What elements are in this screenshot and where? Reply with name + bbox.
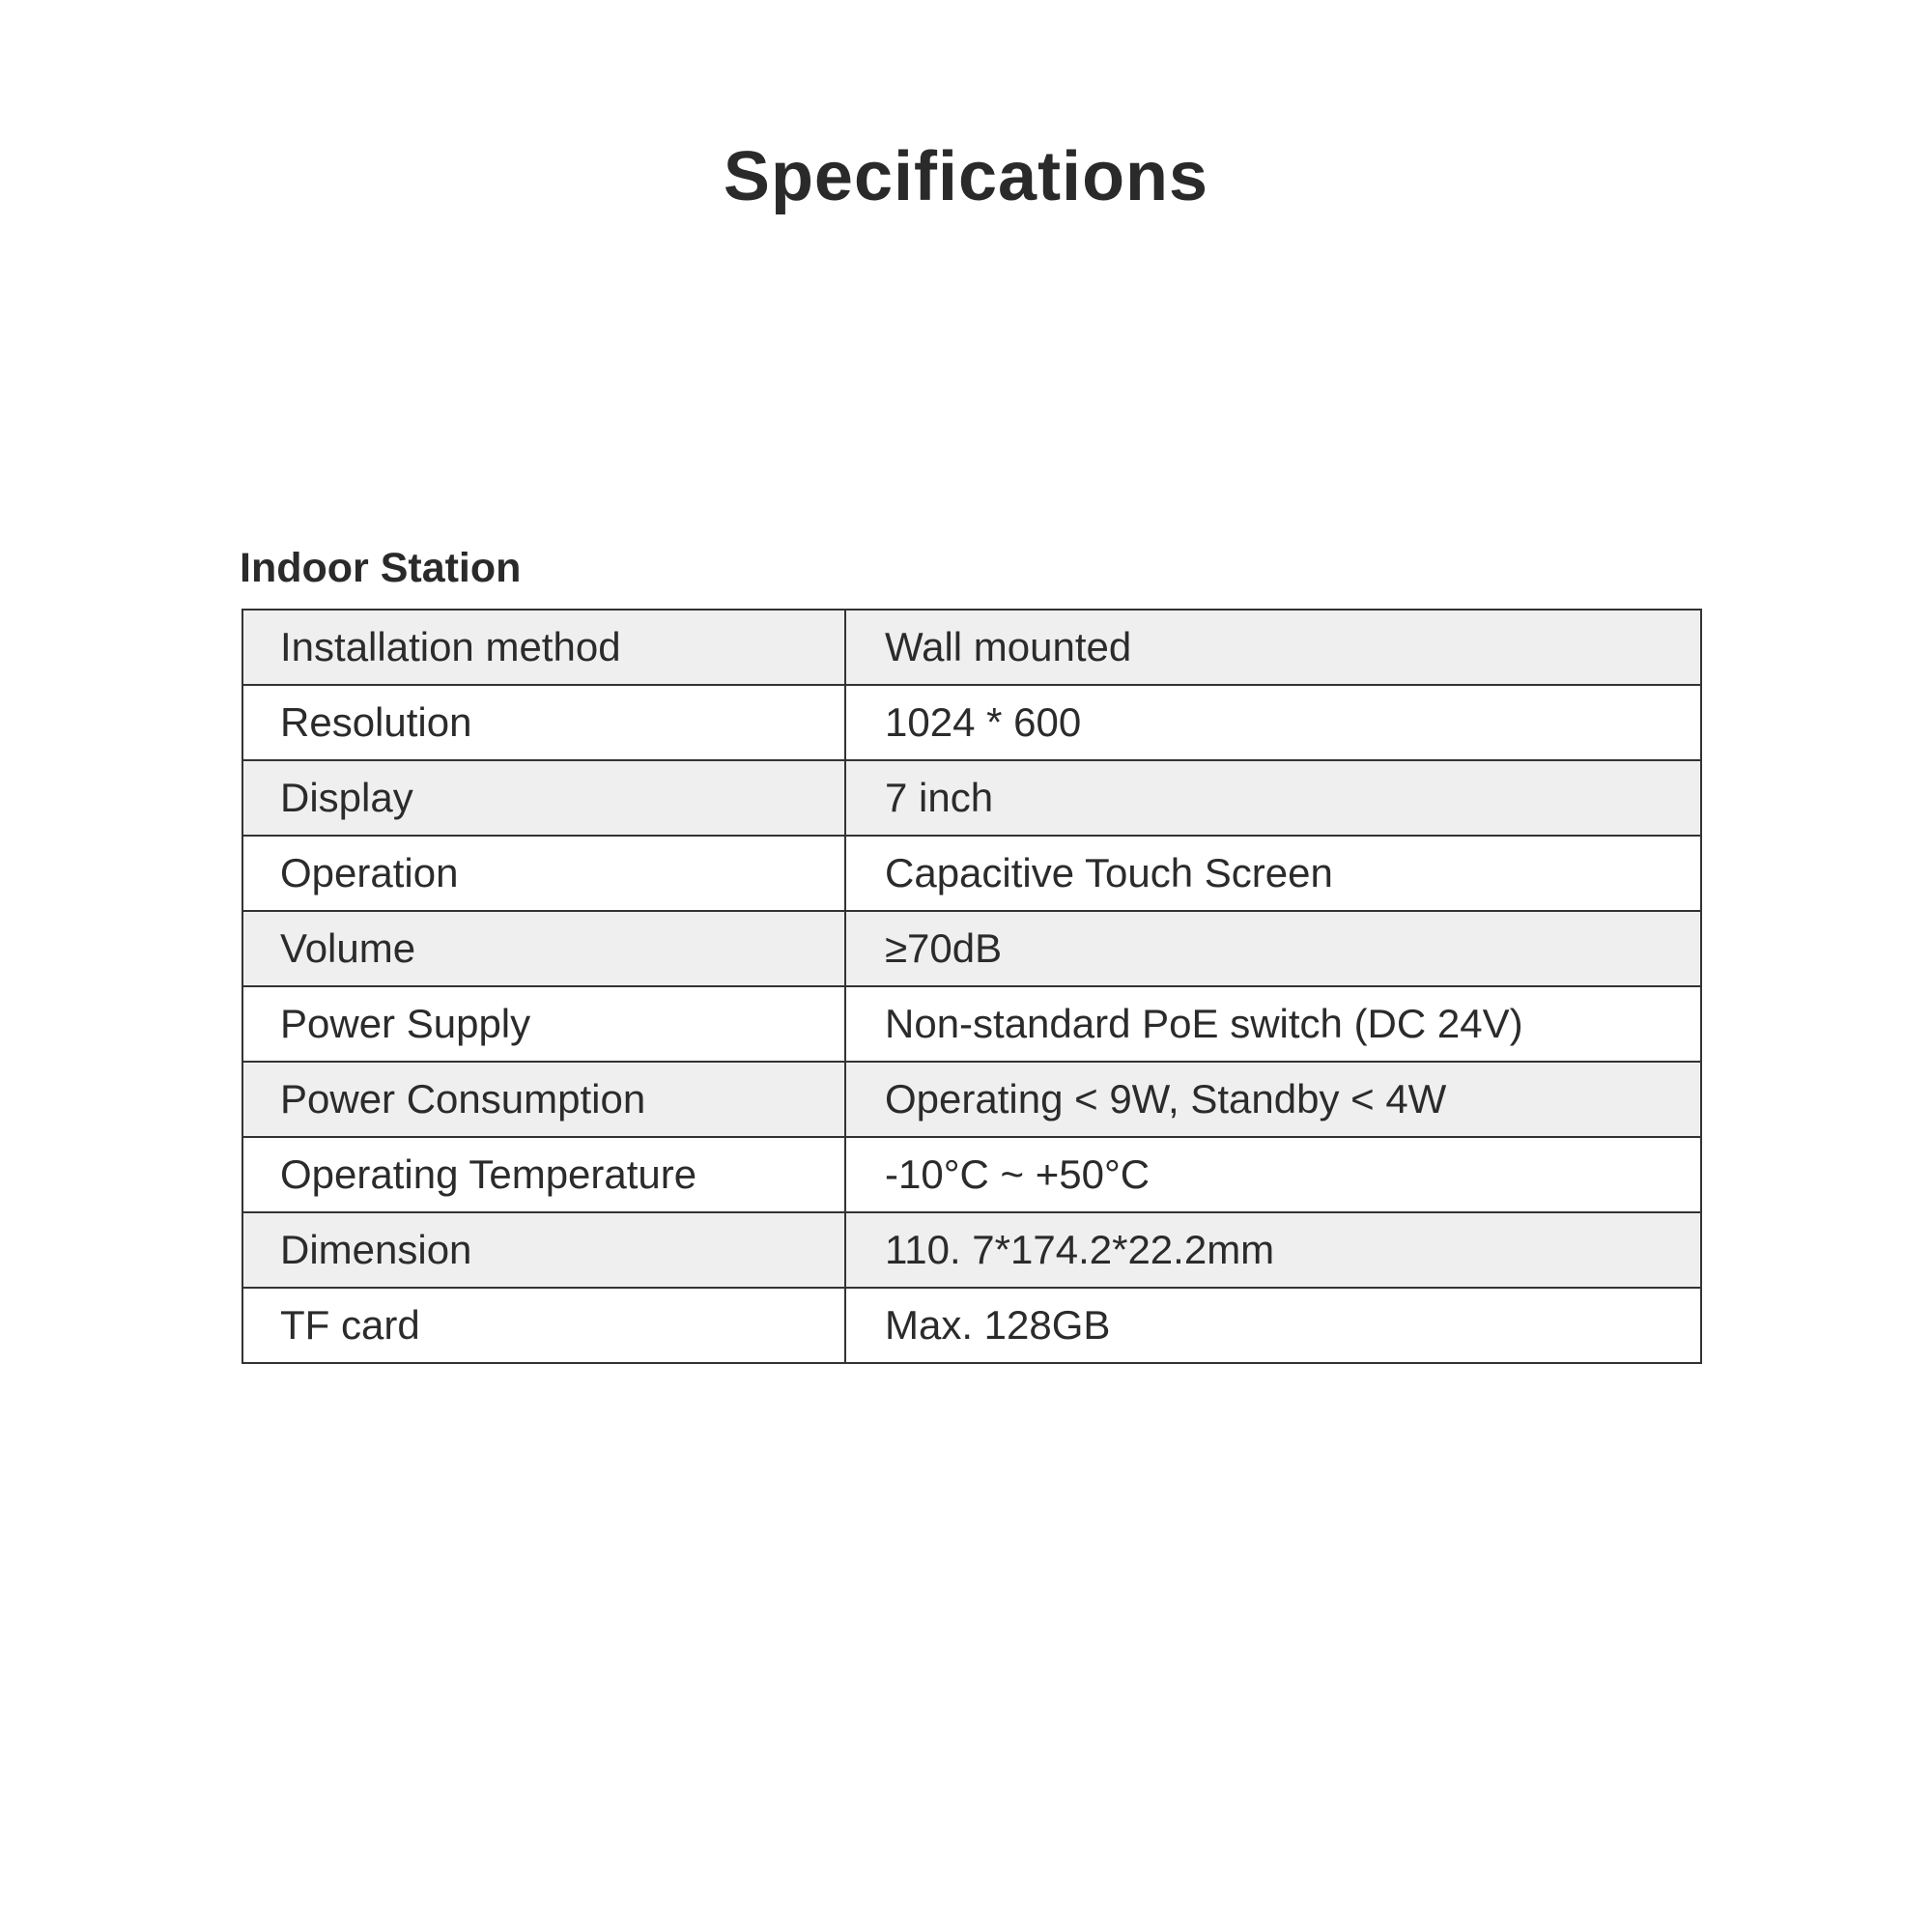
table-row xyxy=(242,986,1701,1062)
table-row xyxy=(242,1212,1701,1288)
spec-value: -10°C ~ +50°C xyxy=(845,1137,1701,1212)
table-row xyxy=(242,685,1701,760)
spec-table xyxy=(242,609,1702,1364)
spec-label: Operating Temperature xyxy=(242,1137,845,1212)
table-row xyxy=(242,1137,1701,1212)
spec-label: Volume xyxy=(242,911,845,986)
spec-value: 7 inch xyxy=(845,760,1701,836)
table-row xyxy=(242,911,1701,986)
table-row xyxy=(242,1288,1701,1363)
spec-value: Wall mounted xyxy=(845,610,1701,685)
spec-value: Max. 128GB xyxy=(845,1288,1701,1363)
spec-label: Installation method xyxy=(242,610,845,685)
spec-label: Power Consumption xyxy=(242,1062,845,1137)
spec-value: Operating < 9W, Standby < 4W xyxy=(845,1062,1701,1137)
page-title: Specifications xyxy=(723,138,1209,215)
table-row xyxy=(242,760,1701,836)
spec-value: 110. 7*174.2*22.2mm xyxy=(845,1212,1701,1288)
table-row xyxy=(242,610,1701,685)
spec-label: Resolution xyxy=(242,685,845,760)
spec-label: Display xyxy=(242,760,845,836)
spec-value: Capacitive Touch Screen xyxy=(845,836,1701,911)
spec-value: Non-standard PoE switch (DC 24V) xyxy=(845,986,1701,1062)
table-row xyxy=(242,836,1701,911)
spec-label: Power Supply xyxy=(242,986,845,1062)
section-title: Indoor Station xyxy=(240,545,522,591)
table-row xyxy=(242,1062,1701,1137)
spec-value: 1024 * 600 xyxy=(845,685,1701,760)
spec-value: ≥70dB xyxy=(845,911,1701,986)
spec-label: Operation xyxy=(242,836,845,911)
spec-label: TF card xyxy=(242,1288,845,1363)
spec-label: Dimension xyxy=(242,1212,845,1288)
